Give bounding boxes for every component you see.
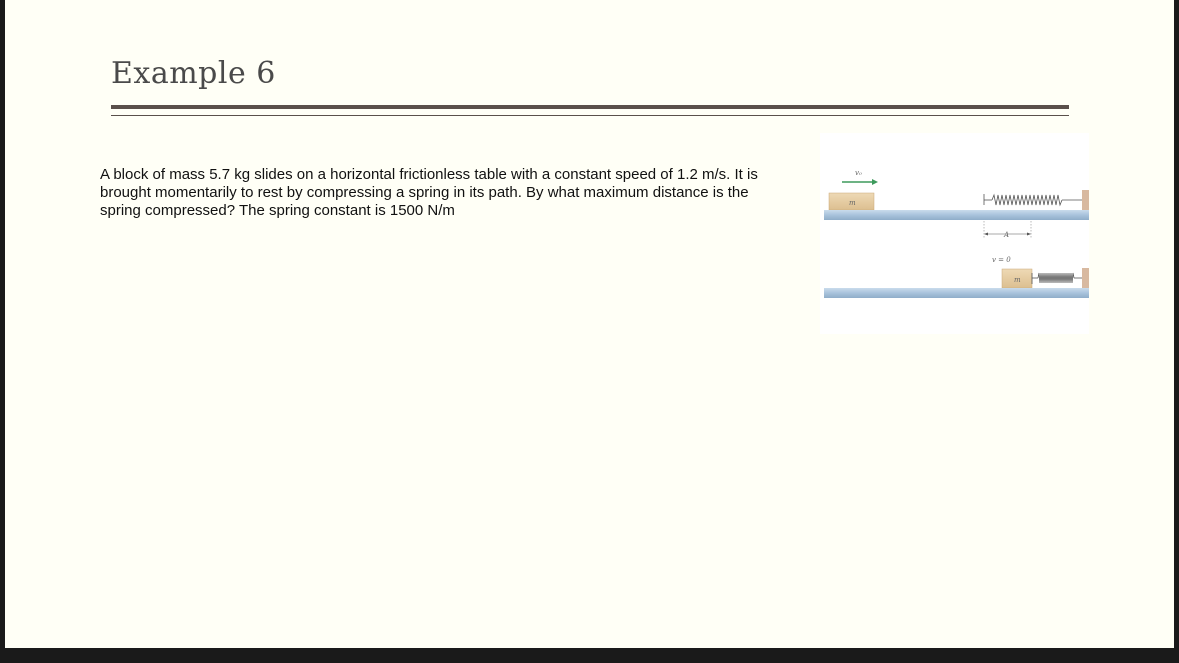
table-top [824,210,1089,220]
distance-label: A [1004,231,1010,239]
slide [5,0,1174,648]
velocity-label-bottom: v = 0 [992,256,1011,264]
table-bottom [824,288,1089,298]
top-panel [824,169,1089,239]
title-rule-thin [111,115,1069,116]
velocity-arrow [842,179,878,185]
block-label-bottom: m [1014,276,1021,284]
spring-compressed [1032,273,1082,284]
wall-bottom [1082,268,1089,288]
figure-svg [820,133,1089,334]
block-label-top: m [849,199,856,207]
problem-text: A block of mass 5.7 kg slides on a horizontal frictionless table with a constant speed of 1.2 m/s. It is brought momentarily to rest by compressing a spring in its path. By what maximum distance is the spring compressed? The spring constant is 1500 N/m [100,166,758,219]
title-rule-thick [111,105,1069,109]
slide-title: Example 6 [111,56,276,91]
velocity-label-top: v₀ [855,169,862,177]
wall-top [1082,190,1089,210]
spring-block-figure [820,133,1089,334]
bottom-panel [824,256,1089,298]
spring-relaxed [984,194,1082,205]
